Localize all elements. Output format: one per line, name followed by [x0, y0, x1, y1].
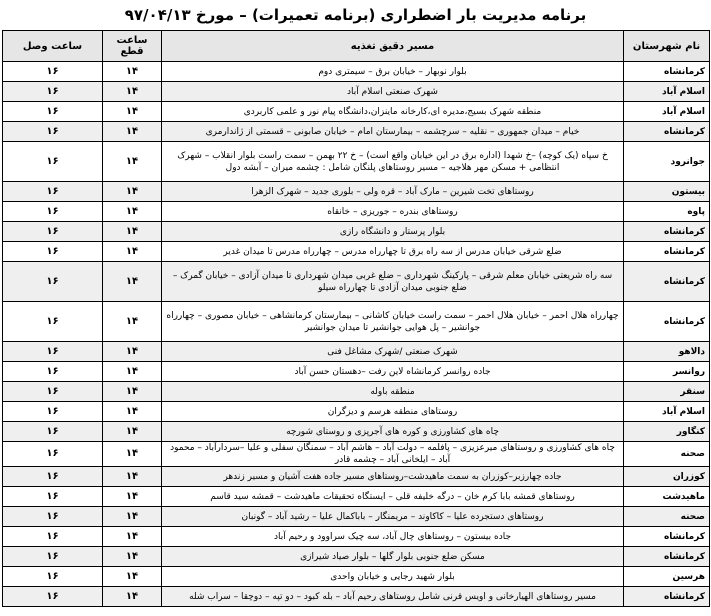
table-row	[3, 342, 710, 362]
city-cell: ماهیدشت	[624, 487, 710, 507]
route-cell: جاده روانسر کرمانشاه لاین رفت –دهستان حسن آباد	[162, 362, 624, 382]
route-cell: بلوار نوبهار – خیابان برق – سیمتری دوم	[162, 62, 624, 82]
city-cell: اسلام آباد	[624, 402, 710, 422]
header-route: مسیر دقیق تغذیه	[162, 31, 624, 62]
route-cell: شهرک صنعتی /شهرک مشاغل فنی	[162, 342, 624, 362]
cut-time-cell: ۱۴	[103, 302, 162, 342]
cut-time-cell: ۱۴	[103, 82, 162, 102]
table-row	[3, 507, 710, 527]
connect-time-cell: ۱۶	[3, 442, 103, 467]
table-row	[3, 62, 710, 82]
city-cell: کرمانشاه	[624, 547, 710, 567]
route-cell: روستاهای قمشه بابا کرم خان – درگه خلیفه قلی – ایستگاه تحقیقات ماهیدشت – قمشه سید قاسم	[162, 487, 624, 507]
page-title: برنامه مدیریت بار اضطراری (برنامه تعمیرات) – مورخ ۹۷/۰۴/۱۳	[124, 6, 587, 24]
route-cell: چاه های کشاورزی و کوره های آجرپزی و روستای شورچه	[162, 422, 624, 442]
connect-time-cell: ۱۶	[3, 82, 103, 102]
cut-time-cell: ۱۴	[103, 102, 162, 122]
city-cell: هرسین	[624, 567, 710, 587]
route-cell: خ سپاه (یک کوچه) –خ شهدا (اداره برق در این خیابان واقع است) – خ ۲۲ بهمن – سمت راست بلوار انقلاب – شهرک انتظامی + مسکن مهر هلاجیه – مسیر روستاهای پلنگان شامل : چشمه میران – آبشه دول	[162, 142, 624, 182]
cut-time-cell: ۱۴	[103, 342, 162, 362]
cut-time-cell: ۱۴	[103, 467, 162, 487]
city-cell: بیستون	[624, 182, 710, 202]
table-row	[3, 547, 710, 567]
table-body	[3, 62, 710, 607]
header-city: نام شهرستان	[624, 31, 710, 62]
connect-time-cell: ۱۶	[3, 62, 103, 82]
route-cell: روستاهای دستجرده علیا – کاکاوند – مریمنگار – باباکمال علیا – رشید آباد – گونبان	[162, 507, 624, 527]
cut-time-cell: ۱۴	[103, 262, 162, 302]
table-row	[3, 587, 710, 607]
connect-time-cell: ۱۶	[3, 567, 103, 587]
route-cell: ضلع شرقی خیابان مدرس از سه راه برق تا چهارراه مدرس – چهارراه مدرس تا میدان غدیر	[162, 242, 624, 262]
connect-time-cell: ۱۶	[3, 547, 103, 567]
schedule-table	[2, 30, 710, 607]
connect-time-cell: ۱۶	[3, 422, 103, 442]
connect-time-cell: ۱۶	[3, 487, 103, 507]
route-cell: بلوار شهید رجایی و خیابان واحدی	[162, 567, 624, 587]
table-row	[3, 122, 710, 142]
city-cell: صحنه	[624, 507, 710, 527]
route-cell: خیام – میدان جمهوری – نقلیه – سرچشمه – بیمارستان امام – خیابان صابونی – قسمتی از ژاندارمری	[162, 122, 624, 142]
city-cell: کرمانشاه	[624, 62, 710, 82]
cut-time-cell: ۱۴	[103, 182, 162, 202]
city-cell: دالاهو	[624, 342, 710, 362]
cut-time-cell: ۱۴	[103, 422, 162, 442]
table-header-row	[3, 31, 710, 62]
table-row	[3, 487, 710, 507]
route-cell: بلوار پرستار و دانشگاه رازی	[162, 222, 624, 242]
city-cell: کرمانشاه	[624, 222, 710, 242]
city-cell: کرمانشاه	[624, 122, 710, 142]
table-row	[3, 222, 710, 242]
cut-time-cell: ۱۴	[103, 142, 162, 182]
cut-time-cell: ۱۴	[103, 402, 162, 422]
city-cell: کرمانشاه	[624, 262, 710, 302]
cut-time-cell: ۱۴	[103, 382, 162, 402]
table-row	[3, 402, 710, 422]
city-cell: کوزران	[624, 467, 710, 487]
table-row	[3, 302, 710, 342]
route-cell: منطقه شهرک بسیج،مدیره ای،کارخانه ماینزان،دانشگاه پیام نور و علمی کاربردی	[162, 102, 624, 122]
city-cell: کرمانشاه	[624, 242, 710, 262]
route-cell: مسکن ضلع جنوبی بلوار گلها – بلوار صیاد شیرازی	[162, 547, 624, 567]
route-cell: چهارراه هلال احمر – خیابان هلال احمر – سمت راست خیابان کاشانی – بیمارستان کرمانشاهی – خیابان مصوری – چهارراه جوانشیر – پل هوایی جوانشیر تا میدان جوانشیر	[162, 302, 624, 342]
cut-time-cell: ۱۴	[103, 487, 162, 507]
route-cell: روستاهای بندره – جوریزی – خانقاه	[162, 202, 624, 222]
route-cell: جاده بیستون – روستاهای چال آباد، سه چیک سراوود و رحیم آباد	[162, 527, 624, 547]
cut-time-cell: ۱۴	[103, 527, 162, 547]
table-row	[3, 262, 710, 302]
city-cell: کنگاور	[624, 422, 710, 442]
connect-time-cell: ۱۶	[3, 122, 103, 142]
cut-time-cell: ۱۴	[103, 442, 162, 467]
city-cell: کرمانشاه	[624, 587, 710, 607]
city-cell: اسلام آباد	[624, 102, 710, 122]
table-row	[3, 567, 710, 587]
cut-time-cell: ۱۴	[103, 587, 162, 607]
cut-time-cell: ۱۴	[103, 362, 162, 382]
table-row	[3, 442, 710, 467]
connect-time-cell: ۱۶	[3, 362, 103, 382]
table-row	[3, 82, 710, 102]
cut-time-cell: ۱۴	[103, 122, 162, 142]
city-cell: پاوه	[624, 202, 710, 222]
route-cell: روستاهای تخت شیرین – مارک آباد – قره ولی – بلوری جدید – شهرک الزهرا	[162, 182, 624, 202]
table-row	[3, 467, 710, 487]
city-cell: سنقر	[624, 382, 710, 402]
connect-time-cell: ۱۶	[3, 507, 103, 527]
city-cell: روانسر	[624, 362, 710, 382]
connect-time-cell: ۱۶	[3, 402, 103, 422]
cut-time-cell: ۱۴	[103, 547, 162, 567]
cut-time-cell: ۱۴	[103, 507, 162, 527]
connect-time-cell: ۱۶	[3, 202, 103, 222]
table-row	[3, 362, 710, 382]
route-cell: منطقه باوله	[162, 382, 624, 402]
table-row	[3, 182, 710, 202]
header-connect-time: ساعت وصل	[3, 31, 103, 62]
connect-time-cell: ۱۶	[3, 242, 103, 262]
city-cell: کرمانشاه	[624, 302, 710, 342]
connect-time-cell: ۱۶	[3, 527, 103, 547]
city-cell: صحنه	[624, 442, 710, 467]
table-row	[3, 422, 710, 442]
connect-time-cell: ۱۶	[3, 587, 103, 607]
cut-time-cell: ۱۴	[103, 202, 162, 222]
cut-time-cell: ۱۴	[103, 567, 162, 587]
city-cell: جوانرود	[624, 142, 710, 182]
city-cell: کرمانشاه	[624, 527, 710, 547]
connect-time-cell: ۱۶	[3, 262, 103, 302]
city-cell: اسلام آباد	[624, 82, 710, 102]
cut-time-cell: ۱۴	[103, 62, 162, 82]
cut-time-cell: ۱۴	[103, 222, 162, 242]
table-row	[3, 102, 710, 122]
table-row	[3, 527, 710, 547]
connect-time-cell: ۱۶	[3, 182, 103, 202]
connect-time-cell: ۱۶	[3, 222, 103, 242]
route-cell: روستاهای منطقه هرسم و دیزگران	[162, 402, 624, 422]
route-cell: چاه های کشاورزی و روستاهای میرعزیزی – پافلمه – دولت آباد – هاشم آباد – سمنگان سفلی و علیا –سردارآباد – محمود آباد – ایلخانی آباد – چشمه قادر	[162, 442, 624, 467]
route-cell: مسیر روستاهای الهیارخانی و اویس قرنی شامل روستاهای رحیم آباد – بله کبود – دو تپه – دوچقا – سراب شله	[162, 587, 624, 607]
route-cell: شهرک صنعتی اسلام آباد	[162, 82, 624, 102]
connect-time-cell: ۱۶	[3, 102, 103, 122]
cut-time-cell: ۱۴	[103, 242, 162, 262]
connect-time-cell: ۱۶	[3, 382, 103, 402]
header-cut-time: ساعت قطع	[103, 31, 162, 62]
table-row	[3, 382, 710, 402]
connect-time-cell: ۱۶	[3, 142, 103, 182]
table-row	[3, 242, 710, 262]
connect-time-cell: ۱۶	[3, 467, 103, 487]
table-row	[3, 202, 710, 222]
route-cell: سه راه شریعتی خیابان معلم شرقی – پارکینگ شهرداری – ضلع غربی میدان شهرداری تا میدان آزادی – خیابان گمرک – ضلع جنوبی میدان آزادی تا چهارراه سیلو	[162, 262, 624, 302]
route-cell: جاده چهارزبر–کوزران به سمت ماهیدشت–روستاهای مسیر جاده هفت آشیان و مسیر زندهر	[162, 467, 624, 487]
connect-time-cell: ۱۶	[3, 302, 103, 342]
table-row	[3, 142, 710, 182]
connect-time-cell: ۱۶	[3, 342, 103, 362]
